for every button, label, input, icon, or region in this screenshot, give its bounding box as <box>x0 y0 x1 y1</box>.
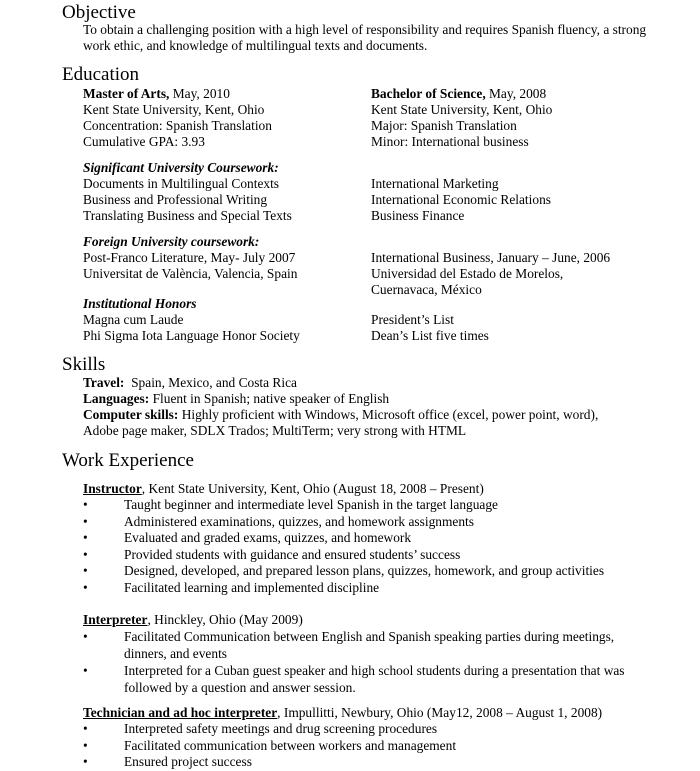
job-detail: , Impullitti, Newbury, Ohio (May12, 2008 – August 1, 2008) <box>277 705 603 720</box>
honor-item: Magna cum Laude <box>83 312 184 327</box>
skills-computer <box>83 407 598 423</box>
degree-school: Kent State University, Kent, Ohio <box>83 102 265 117</box>
bullet-icon: • <box>83 721 88 736</box>
bullet-icon: • <box>83 737 88 753</box>
job-instructor-header <box>83 481 484 497</box>
honor-item: President’s List <box>371 312 454 327</box>
course-item: Documents in Multilingual Contexts <box>83 176 280 191</box>
honors-right <box>371 312 489 344</box>
bullet-text: Facilitated learning and implemented discipline <box>124 579 380 595</box>
skills-computer-label: Computer skills: <box>83 407 179 422</box>
skills-languages-value: Fluent in Spanish; native speaker of English <box>149 391 390 406</box>
list-item <box>83 738 643 755</box>
list-item <box>83 580 643 597</box>
bullet-text: Provided students with guidance and ensured students’ success <box>124 546 461 562</box>
list-item <box>83 530 643 547</box>
skills-travel <box>83 375 297 391</box>
course-item: Business and Professional Writing <box>83 192 268 207</box>
bullet-icon: • <box>83 546 88 562</box>
honors-label: Institutional Honors <box>83 296 197 311</box>
bullet-icon: • <box>83 530 88 546</box>
degree-school: Kent State University, Kent, Ohio <box>371 102 553 117</box>
job-title: Technician and ad hoc interpreter <box>83 705 278 720</box>
job-title: Interpreter <box>83 612 148 627</box>
coursework-left <box>83 160 292 224</box>
job-interpreter-header <box>83 612 303 628</box>
degree-masters <box>83 86 272 150</box>
list-item <box>83 497 643 514</box>
foreign-right <box>371 250 610 298</box>
bullet-text: Ensured project success <box>124 754 252 770</box>
foreign-left <box>83 234 297 282</box>
job-detail: , Kent State University, Kent, Ohio (August 18, 2008 – Present) <box>141 481 484 496</box>
list-item <box>83 663 643 696</box>
foreign-item: Post-Franco Literature, May- July 2007 <box>83 250 296 265</box>
job-instructor-bullets <box>83 497 643 597</box>
bullet-icon: • <box>83 629 88 644</box>
bullet-text: Facilitated Communication between English and Spanish speaking parties during meetings, dinners, and events <box>124 629 615 661</box>
education-heading: Education <box>62 64 140 85</box>
degree-title: Bachelor of Science, <box>371 86 486 101</box>
honor-item: Phi Sigma Iota Language Honor Society <box>83 328 300 343</box>
coursework-right <box>371 176 551 224</box>
list-item <box>83 547 643 564</box>
skills-heading: Skills <box>62 354 106 375</box>
degree-minor: Minor: International business <box>371 134 529 149</box>
bullet-text: Evaluated and graded exams, quizzes, and homework <box>124 530 412 546</box>
honor-item: Dean’s List five times <box>371 328 489 343</box>
list-item <box>83 514 643 531</box>
work-heading: Work Experience <box>62 450 194 471</box>
foreign-item: Cuernavaca, México <box>371 282 482 297</box>
bullet-icon: • <box>83 513 88 529</box>
foreign-label: Foreign University coursework: <box>83 234 260 249</box>
coursework-label: Significant University Coursework: <box>83 160 279 175</box>
skills-travel-value: Spain, Mexico, and Costa Rica <box>124 375 297 390</box>
job-detail: , Hinckley, Ohio (May 2009) <box>147 612 303 627</box>
skills-languages <box>83 391 389 407</box>
course-item: International Economic Relations <box>371 192 551 207</box>
bullet-text: Facilitated communication between workers and management <box>124 737 457 753</box>
bullet-text: Interpreted safety meetings and drug screening procedures <box>124 721 438 736</box>
course-item: Business Finance <box>371 208 465 223</box>
bullet-icon: • <box>83 579 88 595</box>
skills-computer-value: Highly proficient with Windows, Microsoft office (excel, power point, word), <box>178 407 599 422</box>
bullet-icon: • <box>83 563 88 579</box>
degree-title: Master of Arts, <box>83 86 170 101</box>
degree-gpa: Cumulative GPA: 3.93 <box>83 134 205 149</box>
skills-languages-label: Languages: <box>83 391 150 406</box>
foreign-item: International Business, January – June, 2006 <box>371 250 611 265</box>
degree-date: May, 2008 <box>485 86 547 101</box>
degree-concentration: Concentration: Spanish Translation <box>83 118 272 133</box>
course-item: International Marketing <box>371 176 499 191</box>
skills-travel-label: Travel: <box>83 375 125 390</box>
bullet-icon: • <box>83 663 88 679</box>
foreign-item: Universitat de València, Valencia, Spain <box>83 266 298 281</box>
degree-major: Major: Spanish Translation <box>371 118 517 133</box>
job-interpreter-bullets <box>83 629 643 696</box>
job-technician-bullets <box>83 721 643 771</box>
foreign-item: Universidad del Estado de Morelos, <box>371 266 564 281</box>
degree-bachelors <box>371 86 552 150</box>
job-title: Instructor <box>83 481 142 496</box>
course-item: Translating Business and Special Texts <box>83 208 292 223</box>
bullet-text: Administered examinations, quizzes, and homework assignments <box>124 513 474 529</box>
skills-computer-cont: Adobe page maker, SDLX Trados; MultiTerm; very strong with HTML <box>83 423 467 438</box>
list-item <box>83 721 643 738</box>
objective-heading: Objective <box>62 2 136 23</box>
bullet-text: Interpreted for a Cuban guest speaker and high school students during a presentation that was followed by a question and answer session. <box>124 663 625 695</box>
bullet-icon: • <box>83 497 88 512</box>
job-technician-header <box>83 705 602 721</box>
degree-date: May, 2010 <box>169 86 230 101</box>
objective-text: To obtain a challenging position with a high level of responsibility and requires Spanish fluency, a strong work ethic, and knowledge of multilingual texts and documents. <box>83 22 647 53</box>
list-item <box>83 754 643 771</box>
list-item <box>83 629 643 662</box>
honors-left <box>83 296 300 344</box>
bullet-icon: • <box>83 754 88 770</box>
bullet-text: Designed, developed, and prepared lesson plans, quizzes, homework, and group activities <box>124 563 605 579</box>
list-item <box>83 563 643 580</box>
bullet-text: Taught beginner and intermediate level Spanish in the target language <box>124 497 499 512</box>
